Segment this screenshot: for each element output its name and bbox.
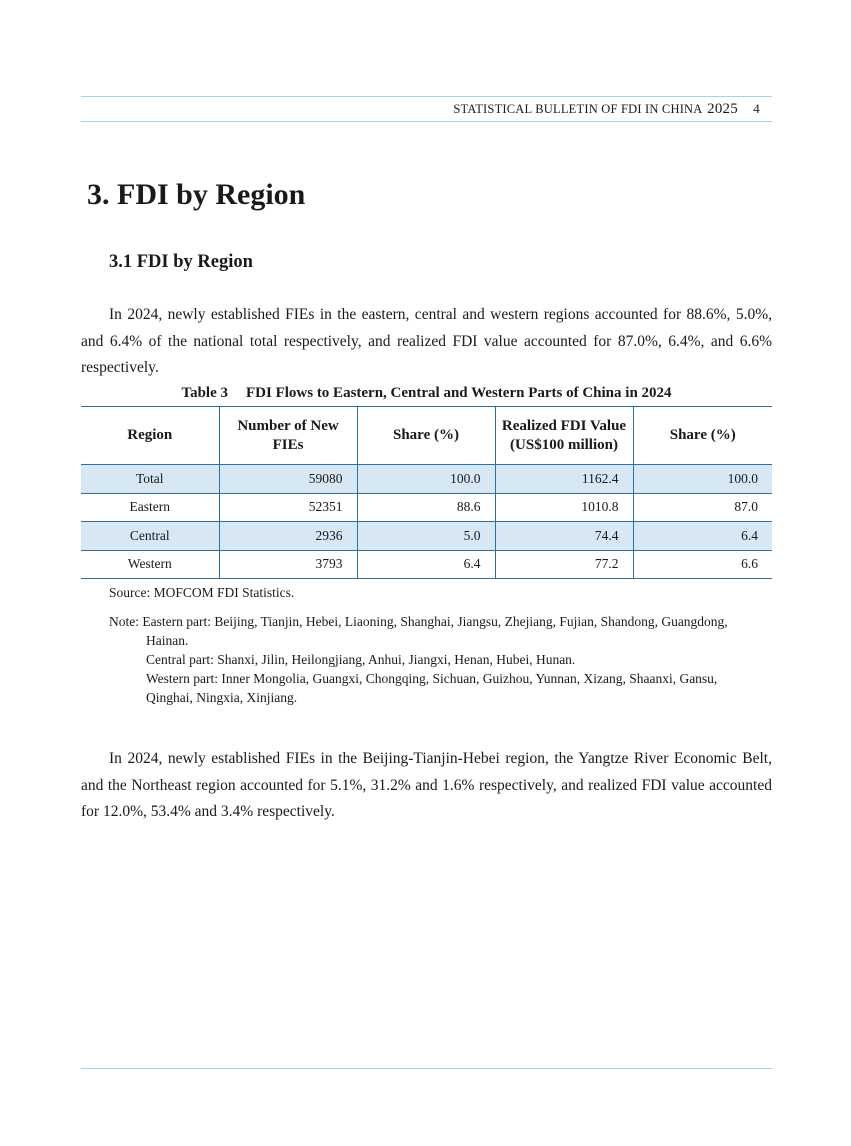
- cell-share-fdi: 87.0: [633, 493, 772, 522]
- cell-new-fies: 2936: [219, 522, 357, 551]
- cell-share-fdi: 100.0: [633, 465, 772, 494]
- cell-region: Western: [81, 550, 219, 579]
- subsection-title: 3.1 FDI by Region: [109, 252, 253, 272]
- header-share-fdi: Share (%): [633, 407, 772, 465]
- cell-region: Total: [81, 465, 219, 494]
- footer-rule: [81, 1068, 772, 1069]
- header-top-rule: [81, 96, 772, 97]
- note-eastern: [109, 612, 759, 650]
- cell-new-fies: 52351: [219, 493, 357, 522]
- note-western: [109, 669, 759, 707]
- table-source: Source: MOFCOM FDI Statistics.: [109, 585, 295, 600]
- table-row-central: [81, 522, 772, 551]
- note-central: [109, 650, 759, 669]
- section-title: 3. FDI by Region: [87, 178, 306, 211]
- cell-realized-fdi: 1010.8: [495, 493, 633, 522]
- cell-share-fies: 6.4: [357, 550, 495, 579]
- cell-realized-fdi: 77.2: [495, 550, 633, 579]
- intro-paragraph: In 2024, newly established FIEs in the eastern, central and western regions accounted for 88.6%, 5.0%, and 6.4% of the national total respectively, and realized FDI value accounted for 87.0%, 6.4%, and 6.6% respectively.: [81, 306, 772, 376]
- table-title: FDI Flows to Eastern, Central and Western Parts of China in 2024: [245, 385, 672, 401]
- header-realized-fdi: Realized FDI Value (US$100 million): [495, 407, 633, 465]
- cell-region: Central: [81, 522, 219, 551]
- table-notes: [109, 612, 759, 707]
- closing-paragraph: In 2024, newly established FIEs in the Beijing-Tianjin-Hebei region, the Yangtze River Economic Belt, and the Northeast region accounted for 5.1%, 31.2% and 1.6% respectively, and realized FDI value accounted for 12.0%, 53.4% and 3.4% respectively.: [81, 750, 772, 820]
- cell-share-fdi: 6.4: [633, 522, 772, 551]
- cell-new-fies: 3793: [219, 550, 357, 579]
- cell-realized-fdi: 1162.4: [495, 465, 633, 494]
- table-row-total: [81, 465, 772, 494]
- table-header-row: [81, 407, 772, 465]
- table-caption: [81, 385, 772, 402]
- header-region: Region: [81, 407, 219, 465]
- table-row-eastern: [81, 493, 772, 522]
- header-share-fies: Share (%): [357, 407, 495, 465]
- bulletin-year: 2025: [707, 101, 738, 117]
- cell-realized-fdi: 74.4: [495, 522, 633, 551]
- header-new-fies: Number of New FIEs: [219, 407, 357, 465]
- table-row-western: [81, 550, 772, 579]
- cell-share-fies: 88.6: [357, 493, 495, 522]
- fdi-region-table: [81, 406, 772, 579]
- note-eastern-text: Eastern part: Beijing, Tianjin, Hebei, Liaoning, Shanghai, Jiangsu, Zhejiang, Fujian, Shandong, Guangdong, Hainan.: [142, 614, 728, 648]
- cell-new-fies: 59080: [219, 465, 357, 494]
- cell-share-fdi: 6.6: [633, 550, 772, 579]
- note-central-text: Central part: Shanxi, Jilin, Heilongjiang, Anhui, Jiangxi, Henan, Hubei, Hunan.: [146, 652, 576, 667]
- page-number: 4: [753, 101, 760, 116]
- note-western-text: Western part: Inner Mongolia, Guangxi, Chongqing, Sichuan, Guizhou, Yunnan, Xizang, Shaanxi, Gansu, Qinghai, Ningxia, Xinjiang.: [146, 671, 718, 705]
- note-label: Note:: [109, 614, 139, 629]
- cell-share-fies: 100.0: [357, 465, 495, 494]
- bulletin-title: STATISTICAL BULLETIN OF FDI IN CHINA: [453, 102, 702, 116]
- cell-share-fies: 5.0: [357, 522, 495, 551]
- header-bottom-rule: [81, 121, 772, 122]
- table-number: Table 3: [181, 385, 228, 401]
- cell-region: Eastern: [81, 493, 219, 522]
- running-header: [81, 101, 760, 118]
